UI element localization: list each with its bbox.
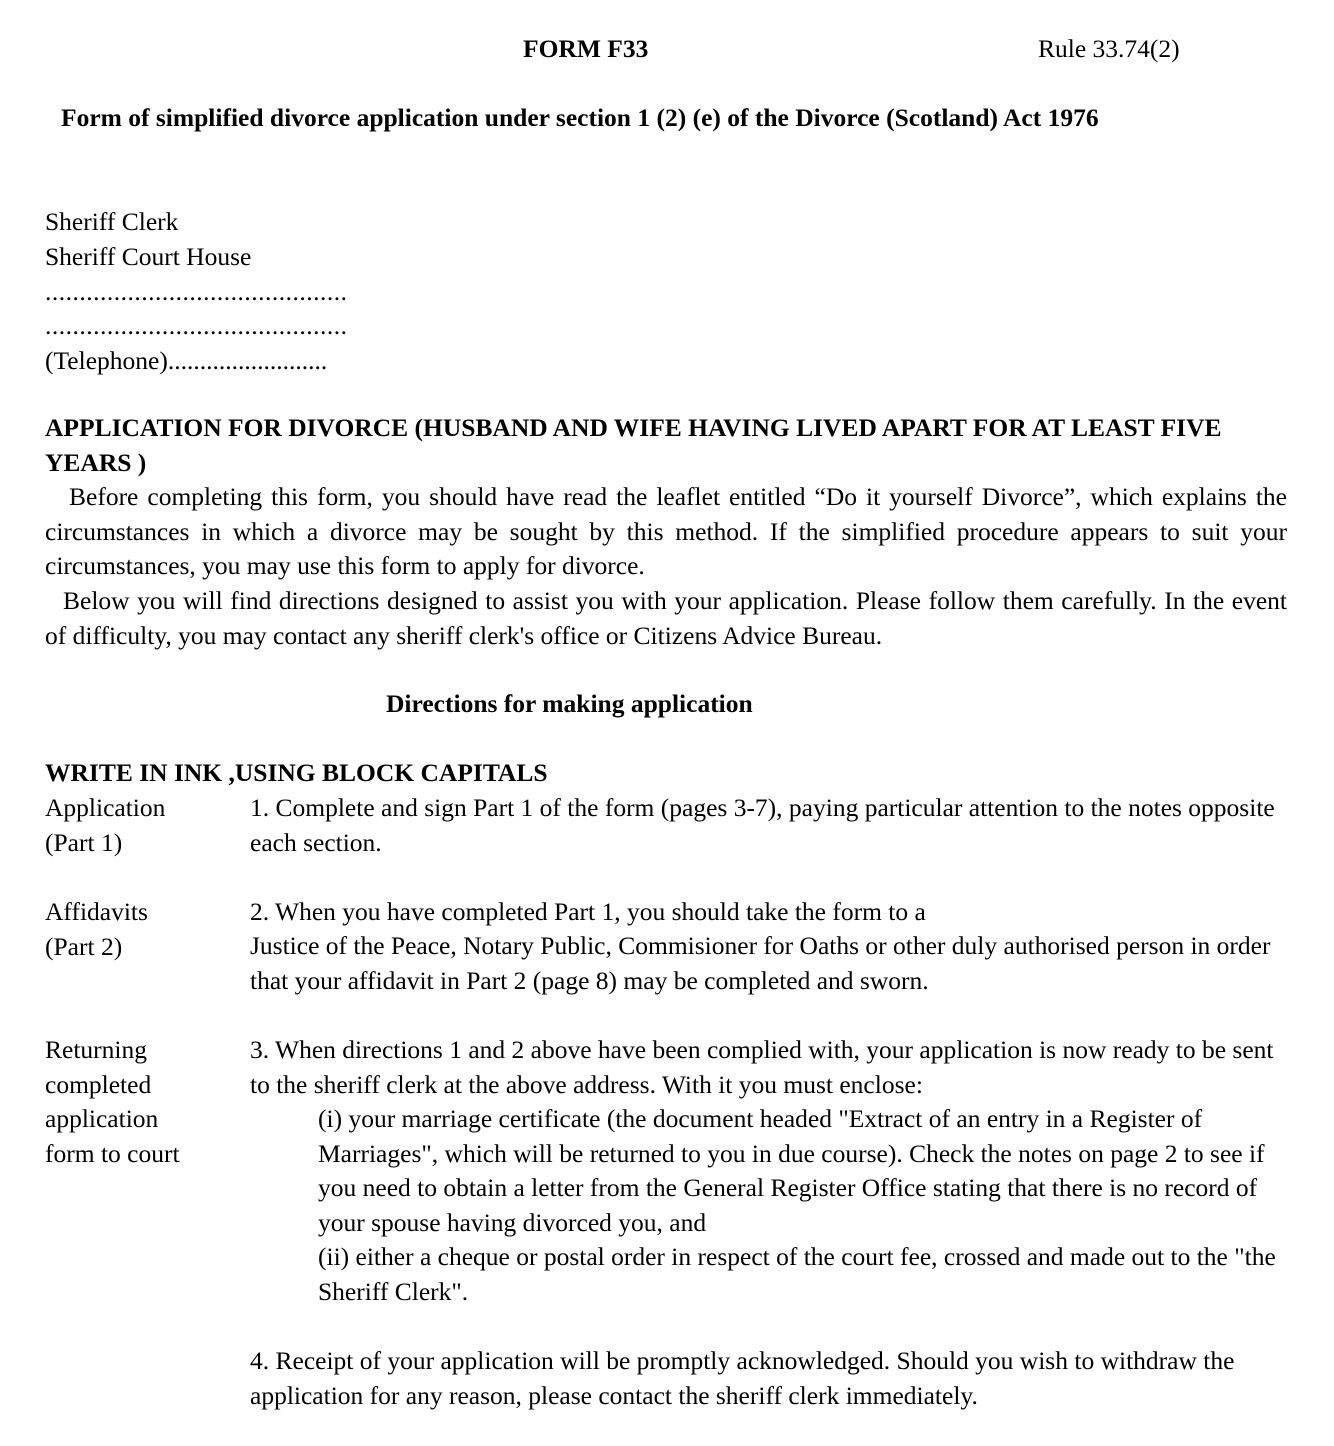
address-blank-line-1: ............................................ xyxy=(45,277,348,306)
address-sheriff-clerk: Sheriff Clerk xyxy=(45,207,179,236)
form-title: Form of simplified divorce application under section 1 (2) (e) of the Divorce (Scotland) Act 1976 xyxy=(61,103,1099,132)
address-blank-line-2: ............................................ xyxy=(45,311,348,340)
rule-reference: Rule 33.74(2) xyxy=(1038,34,1180,63)
direction-3-text: 3. When directions 1 and 2 above have been complied with, your application is now ready to be sent to the sheriff clerk at the above address. With it you must enclose: xyxy=(250,1035,1274,1099)
direction-2-text-b: Justice of the Peace, Notary Public, Commisioner for Oaths or other duly authorised person in order that your affidavit in Part 2 (page 8) may be completed and sworn. xyxy=(250,931,1271,995)
application-heading: APPLICATION FOR DIVORCE (HUSBAND AND WIFE HAVING LIVED APART FOR AT LEAST FIVE YEARS ) xyxy=(45,413,1222,477)
direction-3-label: Returning completed application form to court xyxy=(45,1035,180,1168)
directions-heading: Directions for making application xyxy=(386,689,753,718)
direction-4-text: 4. Receipt of your application will be promptly acknowledged. Should you wish to withdraw the application for any reason, please contact the sheriff clerk immediately. xyxy=(250,1346,1235,1410)
intro-paragraph-2: Below you will find directions designed to assist you with your application. Please follow them carefully. In the event of difficulty, you may contact any sheriff clerk's office or Citizens Advice Bureau. xyxy=(45,586,1287,650)
direction-2-label: Affidavits (Part 2) xyxy=(45,897,148,961)
address-telephone: (Telephone)......................... xyxy=(45,346,328,375)
direction-3-enclosure-i: (i) your marriage certificate (the document headed "Extract of an entry in a Register of Marriages", which will be returned to you in due course). Check the notes on page 2 to see if you need to obtain a letter from the General Register Office stating that there is no record of your spouse having divorced you, and xyxy=(318,1104,1265,1237)
address-court-house: Sheriff Court House xyxy=(45,242,252,271)
direction-1-label: Application (Part 1) xyxy=(45,793,166,857)
intro-paragraph-1: Before completing this form, you should have read the leaflet entitled “Do it yourself Divorce”, which explains the circumstances in which a divorce may be sought by this method. If the simplified procedure appears to suit your circumstances, you may use this form to apply for divorce. xyxy=(45,482,1287,581)
direction-1-text: 1. Complete and sign Part 1 of the form (pages 3-7), paying particular attention to the notes opposite each section. xyxy=(250,793,1275,857)
form-id: FORM F33 xyxy=(523,34,649,63)
direction-3-enclosure-ii: (ii) either a cheque or postal order in respect of the court fee, crossed and made out to the "the Sheriff Clerk". xyxy=(318,1242,1276,1306)
write-in-ink-heading: WRITE IN INK ,USING BLOCK CAPITALS xyxy=(45,758,548,787)
direction-2-text-a: 2. When you have completed Part 1, you should take the form to a xyxy=(250,897,926,926)
